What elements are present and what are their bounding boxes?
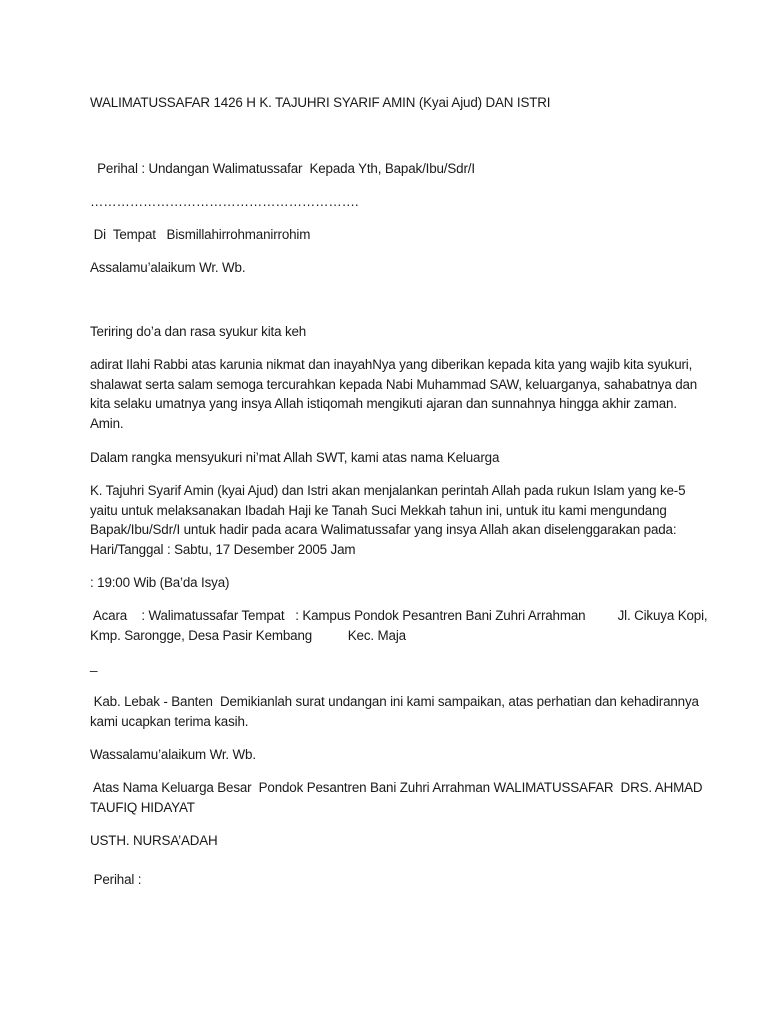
perihal-line: Perihal : Undangan Walimatussafar Kepada Yth, Bapak/Ibu/Sdr/I [90, 161, 475, 176]
perihal-footer: Perihal : [90, 872, 142, 887]
salam-close: Wassalamu’alaikum Wr. Wb. [90, 747, 256, 762]
paragraph-line: Atas Nama Keluarga Besar Pondok Pesantren Bani Zuhri Arrahman WALIMATUSSAFAR DRS. AHMAD [90, 780, 703, 795]
dalam-rangka-line: Dalam rangka mensyukuri ni’mat Allah SWT, kami atas nama Keluarga [90, 450, 500, 465]
paragraph-line: yaitu untuk melaksanakan Ibadah Haji ke Tanah Suci Mekkah tahun ini, untuk itu kami mengundang [90, 502, 667, 518]
paragraph-line: Kmp. Sarongge, Desa Pasir Kembang Kec. Maja [90, 627, 406, 643]
salam-open: Assalamu’alaikum Wr. Wb. [90, 260, 246, 275]
body-paragraph-2 [90, 481, 690, 559]
dots-line: ……………………………………………………. [90, 194, 359, 209]
paragraph-line: Bapak/Ibu/Sdr/I untuk hadir pada acara Walimatussafar yang insya Allah akan diselenggarakan pada: [90, 522, 677, 538]
paragraph-line: Kab. Lebak - Banten Demikianlah surat undangan ini kami sampaikan, atas perhatian dan kehadirannya [90, 694, 699, 709]
paragraph-line: Acara : Walimatussafar Tempat : Kampus Pondok Pesantren Bani Zuhri Arrahman Jl. Cikuya Kopi, [90, 608, 708, 623]
kab-block [90, 692, 699, 731]
paragraph-line: TAUFIQ HIDAYAT [90, 799, 195, 815]
jam-line: : 19:00 Wib (Ba’da Isya) [90, 575, 230, 590]
paragraph-line: shalawat serta salam semoga tercurahkan kepada Nabi Muhammad SAW, keluarganya, sahabatnya dan [90, 376, 698, 392]
usth-line: USTH. NURSA’ADAH [90, 833, 218, 848]
acara-block [90, 606, 708, 645]
underscore-line: _ [90, 657, 98, 672]
teriring-line: Teriring do’a dan rasa syukur kita keh [90, 324, 307, 339]
paragraph-line: kami ucapkan terima kasih. [90, 713, 249, 729]
paragraph-line: kita selaku umatnya yang insya Allah istiqomah mengikuti ajaran dan sunnahnya hingga akhir zaman. [90, 396, 677, 412]
body-paragraph-1 [90, 355, 698, 433]
paragraph-line: K. Tajuhri Syarif Amin (kyai Ajud) dan Istri akan menjalankan perintah Allah pada rukun Islam yang ke-5 [90, 483, 686, 498]
document-heading: WALIMATUSSAFAR 1426 H K. TAJUHRI SYARIF AMIN (Kyai Ajud) DAN ISTRI [90, 95, 551, 110]
paragraph-line: Hari/Tanggal : Sabtu, 17 Desember 2005 Jam [90, 541, 356, 557]
paragraph-line: adirat Ilahi Rabbi atas karunia nikmat dan inayahNya yang diberikan kepada kita yang wajib kita syukuri, [90, 357, 693, 372]
paragraph-line: Amin. [90, 415, 124, 431]
atas-nama-block [90, 778, 703, 817]
tempat-line: Di Tempat Bismillahirrohmanirrohim [90, 227, 311, 242]
